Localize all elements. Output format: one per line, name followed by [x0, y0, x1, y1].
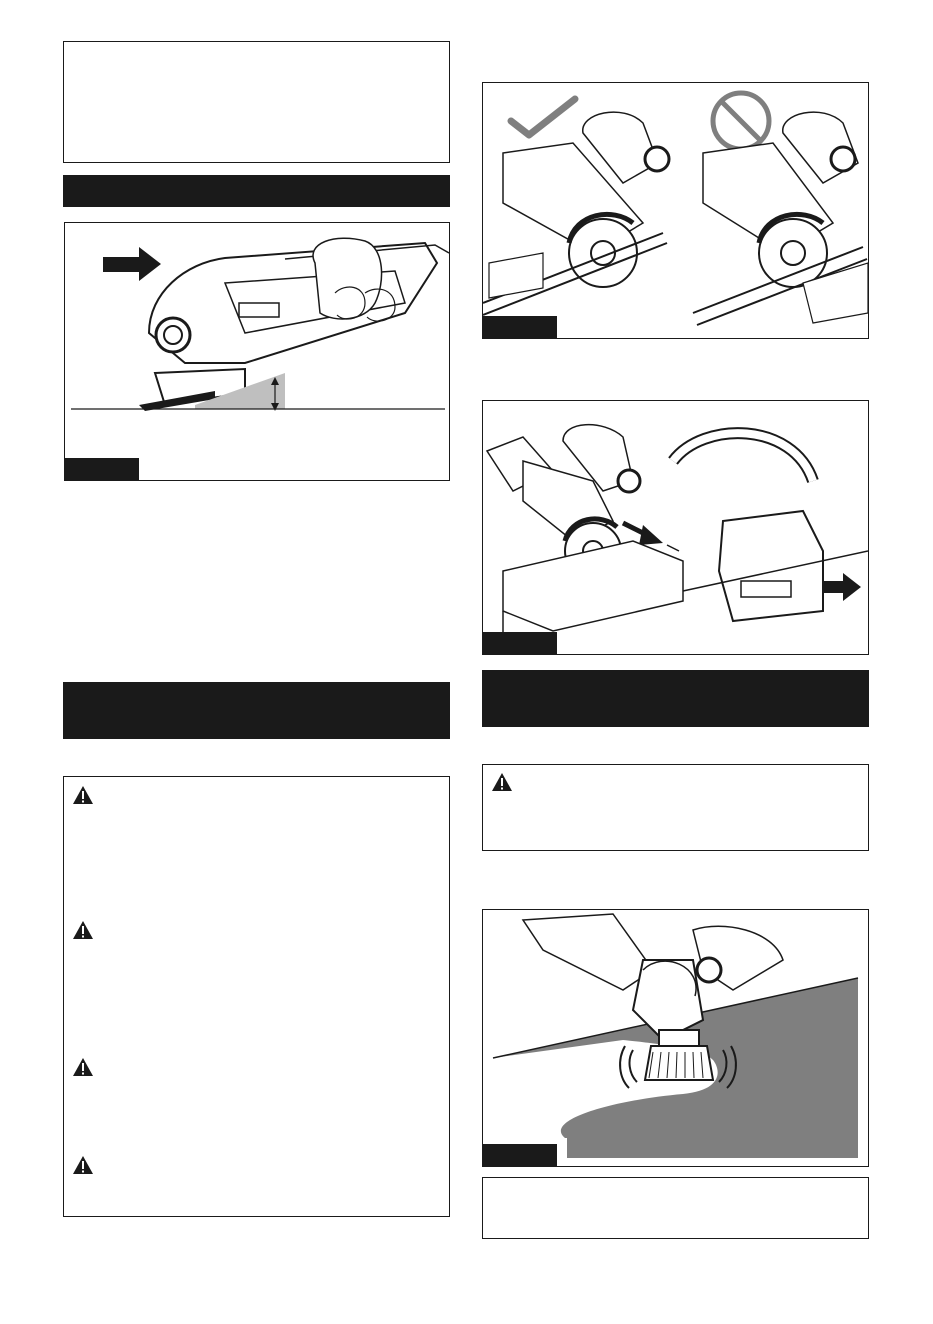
bottom-note-box [482, 1177, 869, 1239]
warning-item-4 [72, 1155, 94, 1175]
prohibited-icon [713, 93, 769, 149]
figure-correct-incorrect [482, 82, 869, 339]
warning-triangle-icon [72, 1057, 94, 1077]
top-note-box [63, 41, 450, 163]
figure-label-tag [483, 1144, 557, 1166]
correct-incorrect-illustration [483, 83, 868, 338]
warning-item-1 [72, 785, 94, 805]
figure-cut-direction [482, 400, 869, 655]
warning-triangle-icon [72, 785, 94, 805]
warning-box-left [63, 776, 450, 1217]
figure-label-tag [483, 316, 557, 338]
warning-triangle-icon [72, 920, 94, 940]
warning-box-right [482, 764, 869, 851]
section-heading-bar-1 [63, 175, 450, 207]
figure-wire-brush [482, 909, 869, 1167]
checkmark-icon [511, 99, 575, 135]
warning-triangle-icon [491, 772, 513, 792]
grinder-angle-illustration [65, 223, 449, 480]
section-heading-bar-2 [63, 682, 450, 739]
figure-label-tag [65, 458, 139, 480]
wire-brush-illustration [483, 910, 868, 1166]
warning-triangle-icon [72, 1155, 94, 1175]
warning-item-3 [72, 1057, 94, 1077]
section-heading-bar-3 [482, 670, 869, 727]
direction-arrow-icon [823, 573, 861, 601]
figure-label-tag [483, 632, 557, 654]
warning-item-1 [491, 772, 513, 792]
push-arrow-icon [103, 247, 161, 281]
warning-item-2 [72, 920, 94, 940]
cut-direction-illustration [483, 401, 868, 654]
figure-grinder-angle [64, 222, 450, 481]
